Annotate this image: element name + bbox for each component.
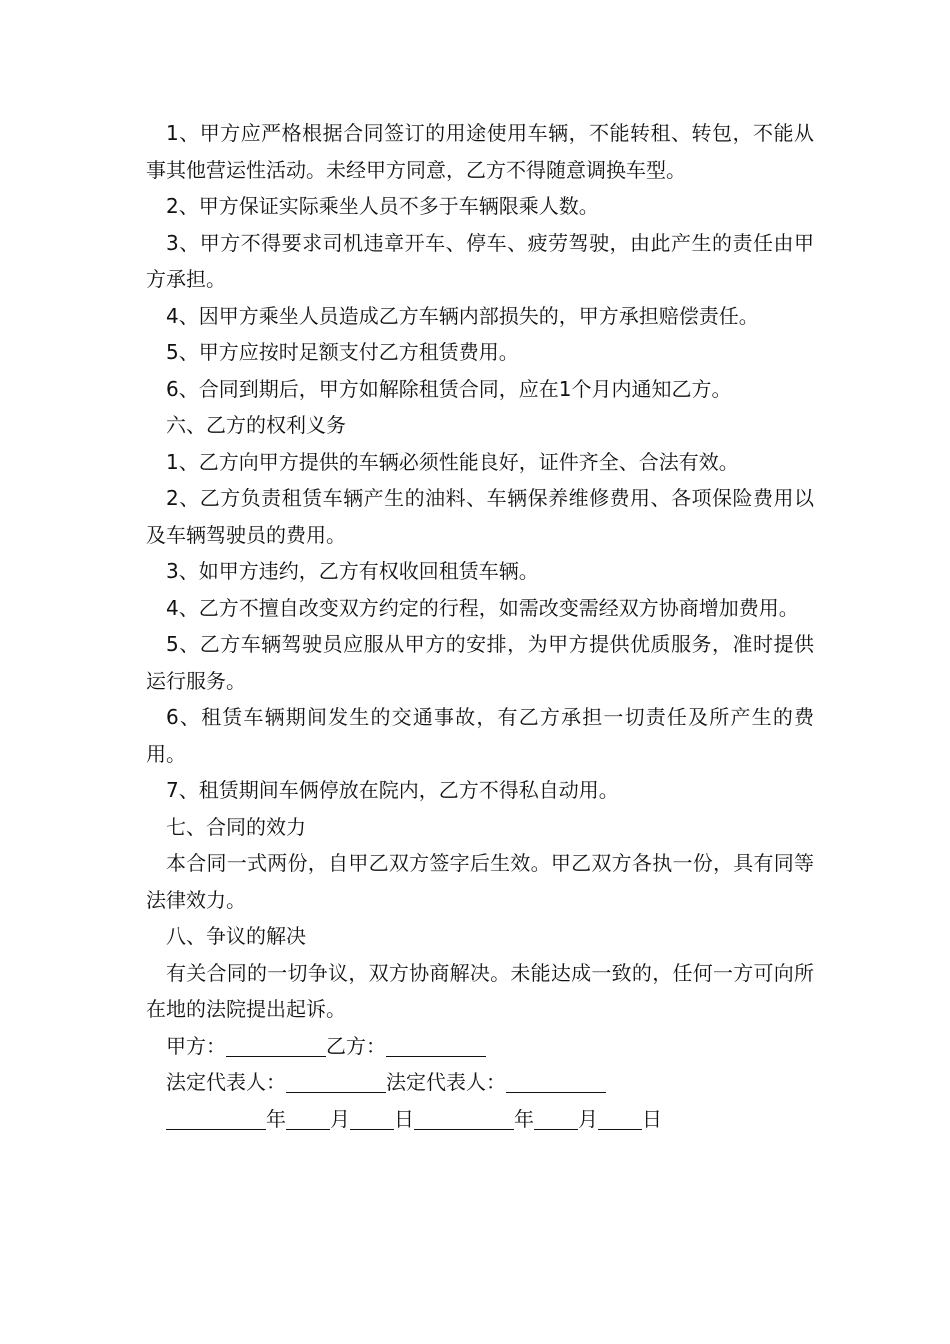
validity-paragraph: 本合同一式两份，自甲乙双方签字后生效。甲乙双方各执一份，具有同等法律效力。 [146,851,814,912]
clause-party-a-4: 4、因甲方乘坐人员造成乙方车辆内部损失的，甲方承担赔偿责任。 [166,303,759,328]
month-a-label: 月 [330,1106,350,1131]
clause-party-a-6: 6、合同到期后，甲方如解除租赁合同，应在1个月内通知乙方。 [166,376,732,401]
rep-b-blank[interactable] [506,1070,606,1093]
party-a-label: 甲方： [166,1033,226,1058]
clause-party-a-3: 3、甲方不得要求司机违章开车、停车、疲劳驾驶，由此产生的责任由甲方承担。 [146,230,814,291]
dispute-paragraph: 有关合同的一切争议，双方协商解决。未能达成一致的，任何一方可向所在地的法院提出起诉。 [146,960,814,1021]
month-b-blank[interactable] [534,1107,578,1130]
rep-a-blank[interactable] [286,1070,386,1093]
signature-rep-line [146,1064,814,1101]
signature-date-line [146,1101,814,1138]
section-heading-8: 八、争议的解决 [166,924,306,948]
year-b-blank[interactable] [414,1107,514,1130]
signature-parties-line [146,1028,814,1065]
clause-party-b-4: 4、乙方不擅自改变双方约定的行程，如需改变需经双方协商增加费用。 [166,595,799,620]
section-heading-6: 六、乙方的权利义务 [166,413,346,437]
rep-b-label: 法定代表人： [386,1070,506,1094]
clause-party-a-1: 1、甲方应严格根据合同签订的用途使用车辆，不能转租、转包，不能从事其他营运性活动。未经甲方同意，乙方不得随意调换车型。 [146,121,814,182]
year-b-label: 年 [514,1106,534,1131]
day-a-label: 日 [394,1106,414,1131]
year-a-label: 年 [266,1106,286,1131]
day-b-blank[interactable] [598,1107,642,1130]
contract-page [146,115,814,1137]
clause-party-b-7: 7、租赁期间车俩停放在院内，乙方不得私自动用。 [166,778,619,802]
year-a-blank[interactable] [166,1107,266,1130]
clause-party-b-2: 2、乙方负责租赁车辆产生的油料、车辆保养维修费用、各项保险费用以及车辆驾驶员的费用。 [146,486,814,547]
day-a-blank[interactable] [350,1107,394,1130]
rep-a-label: 法定代表人： [166,1070,286,1094]
clause-party-a-5: 5、甲方应按时足额支付乙方租赁费用。 [166,340,519,364]
month-b-label: 月 [578,1106,598,1131]
party-b-blank[interactable] [386,1034,486,1057]
clause-party-b-6: 6、租赁车辆期间发生的交通事故，有乙方承担一切责任及所产生的费用。 [146,705,814,766]
month-a-blank[interactable] [286,1107,330,1130]
clause-party-b-5: 5、乙方车辆驾驶员应服从甲方的安排，为甲方提供优质服务，准时提供运行服务。 [146,632,814,693]
clause-party-b-3: 3、如甲方违约，乙方有权收回租赁车辆。 [166,559,539,583]
day-b-label: 日 [642,1106,662,1131]
section-heading-7: 七、合同的效力 [166,814,306,839]
clause-party-a-2: 2、甲方保证实际乘坐人员不多于车辆限乘人数。 [166,194,599,218]
party-a-blank[interactable] [226,1034,326,1057]
clause-party-b-1: 1、乙方向甲方提供的车辆必须性能良好，证件齐全、合法有效。 [166,449,739,474]
party-b-label: 乙方： [326,1033,386,1058]
